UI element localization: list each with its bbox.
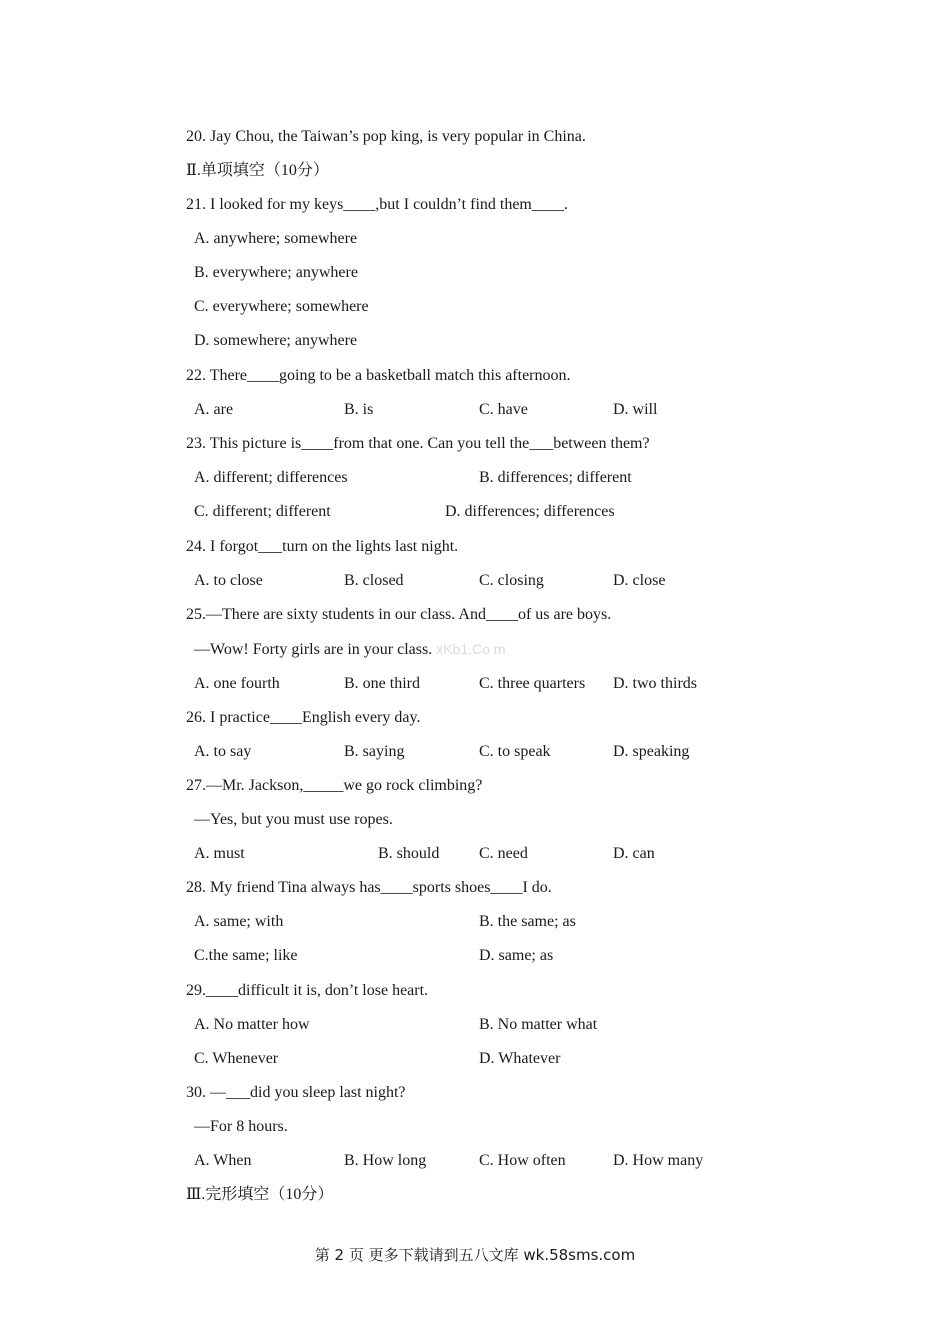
question-21-option-b: B. everywhere; anywhere [194,264,358,281]
question-29-option-d: D. Whatever [479,1050,561,1067]
question-28-option-b: B. the same; as [479,913,576,930]
question-29-stem: 29.____difficult it is, don’t lose heart. [186,982,429,999]
question-22-option-c: C. have [479,401,528,418]
question-24-stem: 24. I forgot___turn on the lights last night. [186,538,459,555]
question-25-option-a: A. one fourth [194,675,280,692]
question-29-option-c: C. Whenever [194,1050,279,1067]
question-20: 20. Jay Chou, the Taiwan’s pop king, is very popular in China. [186,128,586,145]
question-25-reply [194,639,505,660]
question-22-option-a: A. are [194,401,234,418]
question-21-option-d: D. somewhere; anywhere [194,332,358,349]
question-27-option-b: B. should [378,845,440,862]
question-22-option-b: B. is [344,401,374,418]
page-footer: 第 2 页 更多下载请到五八文库 wk.58sms.com [314,1246,636,1264]
question-27-stem: 27.—Mr. Jackson,_____we go rock climbing? [186,777,483,794]
question-29-option-b: B. No matter what [479,1016,598,1033]
question-21-stem: 21. I looked for my keys____,but I couldn’t find them____. [186,196,568,213]
question-30-option-a: A. When [194,1152,252,1169]
question-24-option-d: D. close [613,572,666,589]
question-25-reply-text: —Wow! Forty girls are in your class. [194,641,433,658]
section-heading-2: Ⅱ.单项填空（10分） [186,162,329,179]
question-28-option-a: A. same; with [194,913,284,930]
question-25-option-c: C. three quarters [479,675,586,692]
question-26-option-c: C. to speak [479,743,551,760]
question-23-option-d: D. differences; differences [445,503,615,520]
question-25-option-b: B. one third [344,675,420,692]
question-26-stem: 26. I practice____English every day. [186,709,421,726]
question-25-stem: 25.—There are sixty students in our class. And____of us are boys. [186,606,612,623]
question-27-option-a: A. must [194,845,245,862]
question-26-option-a: A. to say [194,743,252,760]
question-22-stem: 22. There____going to be a basketball match this afternoon. [186,367,571,384]
question-28-option-d: D. same; as [479,947,554,964]
section-heading-3: Ⅲ.完形填空（10分） [186,1186,334,1203]
question-23-stem: 23. This picture is____from that one. Can you tell the___between them? [186,435,650,452]
question-23-option-a: A. different; differences [194,469,348,486]
question-23-option-b: B. differences; different [479,469,632,486]
question-30-option-b: B. How long [344,1152,427,1169]
question-30-option-c: C. How often [479,1152,566,1169]
question-28-stem: 28. My friend Tina always has____sports shoes____I do. [186,879,552,896]
question-27-option-d: D. can [613,845,655,862]
question-21-option-a: A. anywhere; somewhere [194,230,358,247]
question-23-option-c: C. different; different [194,503,331,520]
watermark-text: xKb1.Co m [436,641,506,657]
question-29-option-a: A. No matter how [194,1016,310,1033]
question-24-option-b: B. closed [344,572,404,589]
question-26-option-d: D. speaking [613,743,690,760]
question-30-reply: —For 8 hours. [194,1118,288,1135]
question-22-option-d: D. will [613,401,658,418]
question-30-option-d: D. How many [613,1152,704,1169]
question-27-reply: —Yes, but you must use ropes. [194,811,393,828]
question-24-option-a: A. to close [194,572,263,589]
question-27-option-c: C. need [479,845,528,862]
question-24-option-c: C. closing [479,572,544,589]
question-28-option-c: C.the same; like [194,947,298,964]
question-30-stem: 30. —___did you sleep last night? [186,1084,406,1101]
question-26-option-b: B. saying [344,743,405,760]
question-25-option-d: D. two thirds [613,675,697,692]
question-21-option-c: C. everywhere; somewhere [194,298,369,315]
